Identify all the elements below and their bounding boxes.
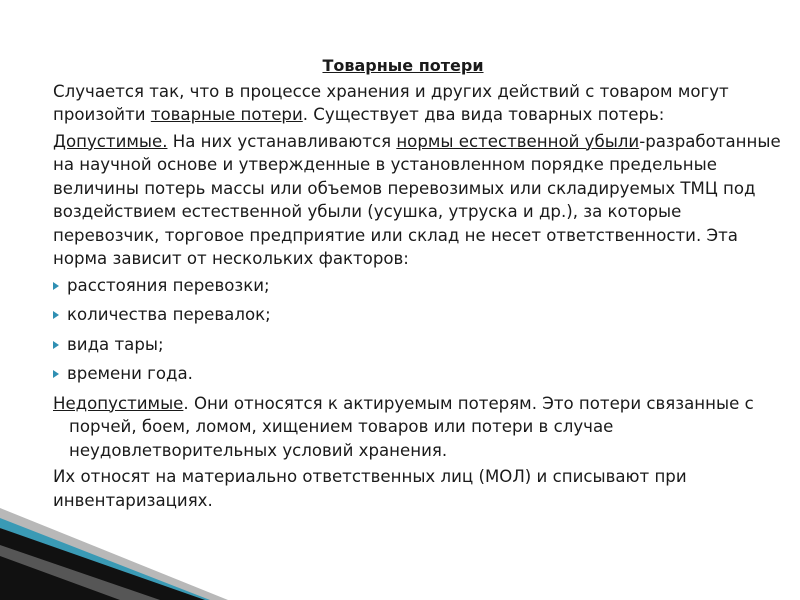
list-item xyxy=(53,362,783,386)
intro-text-after: . Существует два вида товарных потерь: xyxy=(302,105,665,124)
list-item xyxy=(53,274,783,298)
triangle-bullet-icon xyxy=(53,311,59,319)
triangle-bullet-icon xyxy=(53,341,59,349)
allowable-link: нормы естественной убыли xyxy=(396,131,640,151)
factor-text: вида тары; xyxy=(67,334,164,354)
allowable-text-before: На них устанавливаются xyxy=(167,131,397,151)
closing-text: Их относят на материально ответственных лиц (МОЛ) и списывают при инвентаризациях. xyxy=(53,467,687,510)
factor-text: расстояния перевозки; xyxy=(67,275,270,295)
factor-text: времени года. xyxy=(67,364,193,383)
list-item xyxy=(53,333,783,357)
slide-title-text: Товарные потери xyxy=(322,56,484,75)
intro-text-before: Случается так, что в процессе хранения и других действий с товаром могут произойти xyxy=(53,81,729,124)
intro-link: товарные потери xyxy=(150,105,303,124)
triangle-bullet-icon xyxy=(53,282,59,290)
slide-content xyxy=(53,54,783,515)
allowable-paragraph xyxy=(53,130,783,271)
triangle-bullet-icon xyxy=(53,370,59,378)
closing-paragraph xyxy=(53,465,783,512)
slide-title xyxy=(53,54,753,78)
unallowable-paragraph xyxy=(53,392,783,463)
allowable-term: Допустимые. xyxy=(53,131,168,151)
intro-paragraph xyxy=(53,80,783,127)
factor-text: количества перевалок; xyxy=(67,305,271,324)
factors-list xyxy=(53,274,783,386)
unallowable-text: . Они относятся к актируемым потерям. Это потери связанные с порчей, боем, ломом, хищением товаров или потери в случае неудовлетворительных условий хранения. xyxy=(69,393,754,460)
allowable-text-after: -разработанные на научной основе и утвержденные в установленном порядке предельные величины потерь массы или объемов перевозимых или складируемых ТМЦ под воздействием естественной убыли (усушка, утруска и др.), за которые перевозчик, торговое предприятие или склад не несет ответственности. Эта норма зависит от нескольких факторов: xyxy=(53,131,781,268)
unallowable-term: Недопустимые xyxy=(53,393,184,413)
list-item xyxy=(53,303,783,327)
